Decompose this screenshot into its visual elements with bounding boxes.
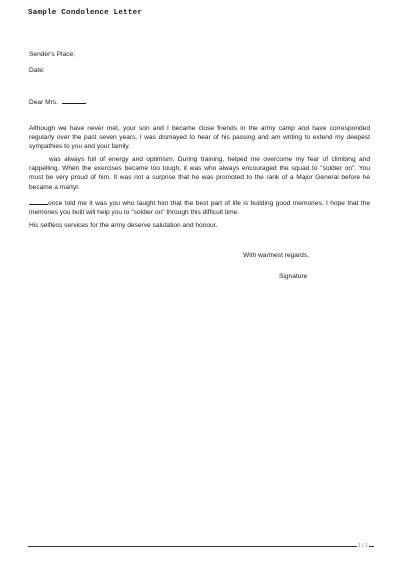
- letter-title: Sample Condolence Letter: [28, 9, 143, 17]
- salutation-line: [29, 96, 86, 107]
- paragraph-1: Although we have never met, your son and I became close friends in the army camp and have corresponded regularly over the past seven years. I was dismayed to hear of his passing and am writing to extend my deepest sympathies to you and your family.: [29, 125, 370, 151]
- closing-line: With warmest regards,: [243, 252, 309, 259]
- date-line: Date:: [29, 67, 45, 74]
- name-blank: [62, 96, 86, 104]
- senders-place: Sender's Place;: [29, 51, 75, 58]
- paragraph-3: [29, 197, 370, 217]
- paragraph-4: His selfless services for the army deserve salutation and honour.: [29, 222, 218, 229]
- salutation-text: Dear Mrs.: [29, 99, 58, 106]
- paragraph-2: was always full of energy and optimism. During training, helped me overcome my fear of climbing and rappelling. When the exercises became too tough, it was who always encouraged the squad to "soldier on". You must be very proud of him. It was not a surprise that he was promoted to the rank of a Major General before he became a martyr.: [29, 156, 370, 191]
- footer-rule: [28, 546, 374, 547]
- paragraph-3-text: once told me it was you who taught him that the best part of life is building good memories. I hope that the memories you built will help you to "soldier on" through this difficult time.: [29, 200, 370, 217]
- signature-line: Signature: [279, 273, 308, 280]
- page-number: 1 / 1: [358, 543, 368, 549]
- name-blank: [29, 197, 48, 205]
